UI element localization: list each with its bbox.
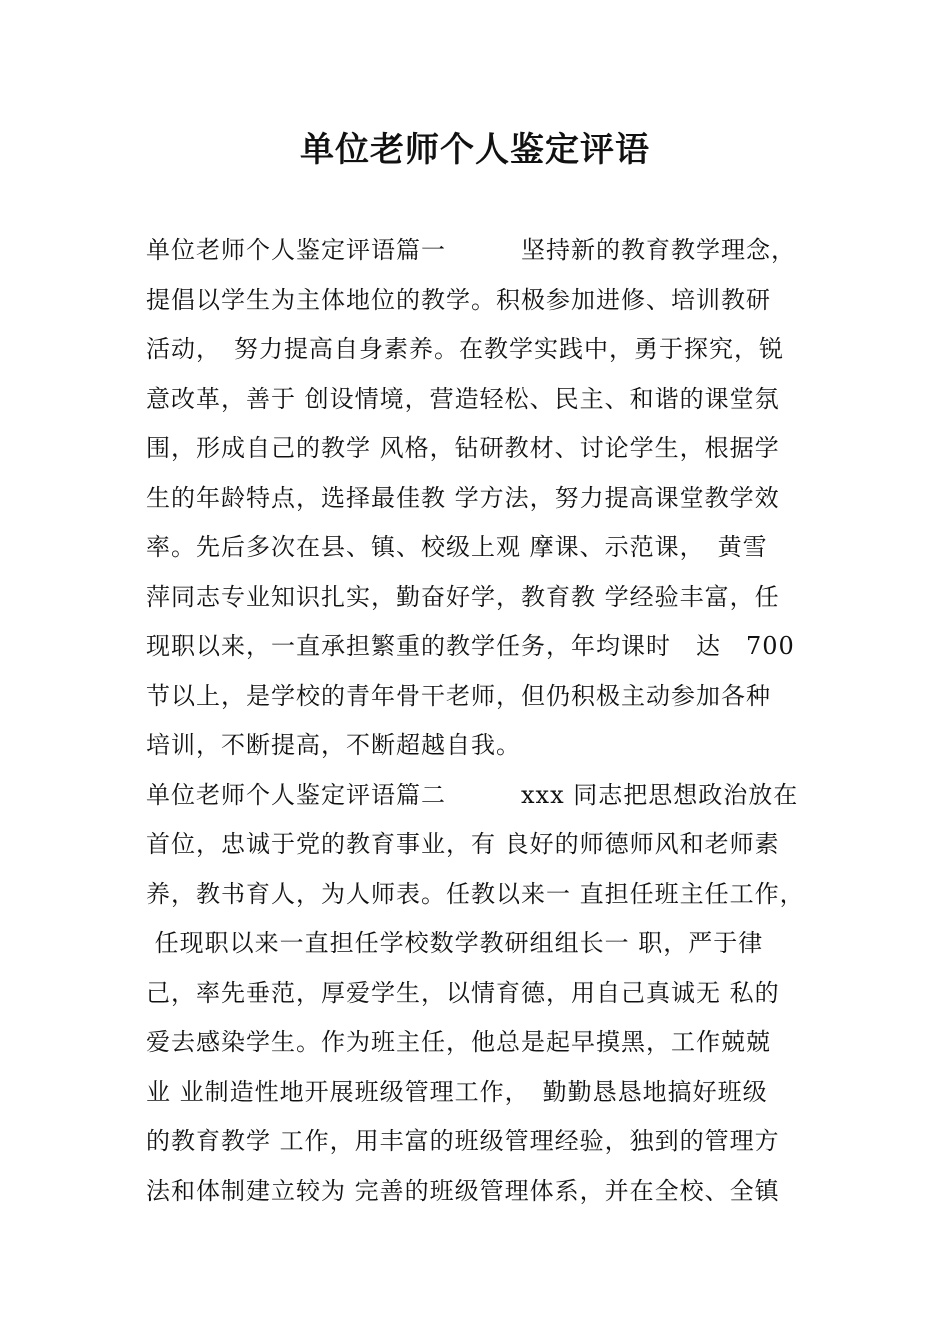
- text-line: 任现职以来一直担任学校数学教研组组长一 职，严于律: [146, 929, 764, 957]
- text-line: 现职以来，一直承担繁重的教学任务，年均课时 达 700: [146, 632, 795, 660]
- text-line: 围，形成自己的教学 风格，钻研教材、讨论学生，根据学: [146, 434, 780, 462]
- text-line: 法和体制建立较为 完善的班级管理体系，并在全校、全镇: [146, 1176, 780, 1205]
- document-body: [146, 226, 826, 1216]
- text-line: 业 业制造性地开展班级管理工作， 勤勤恳恳地搞好班级: [146, 1077, 768, 1106]
- text-line: 的教育教学 工作，用丰富的班级管理经验，独到的管理方: [146, 1127, 780, 1155]
- text-line: 率。先后多次在县、镇、校级上观 摩课、示范课， 黄雪: [146, 533, 768, 561]
- text-line: 单位老师个人鉴定评语篇一 坚持新的教育教学理念，: [146, 236, 796, 264]
- text-line: 提倡以学生为主体地位的教学。积极参加进修、培训教研: [146, 285, 771, 314]
- text-line: 节以上，是学校的青年骨干老师，但仍积极主动参加各种: [146, 681, 771, 710]
- text-line: 培训，不断提高，不断超越自我。: [146, 731, 521, 759]
- text-line: 单位老师个人鉴定评语篇二 xxx 同志把思想政治放在: [146, 780, 799, 809]
- page-title: 单位老师个人鉴定评语: [300, 130, 650, 170]
- text-line: 首位，忠诚于党的教育事业，有 良好的师德师风和老师素: [146, 830, 780, 858]
- text-line: 萍同志专业知识扎实，勤奋好学，教育教 学经验丰富，任: [146, 582, 780, 611]
- text-line: 养，教书育人，为人师表。任教以来一 直担任班主任工作，: [146, 879, 805, 908]
- text-line: 己，率先垂范，厚爱学生，以情育德，用自己真诚无 私的: [146, 978, 780, 1007]
- text-line: 意改革，善于 创设情境，营造轻松、民主、和谐的课堂氛: [146, 384, 780, 413]
- text-line: 活动， 努力提高自身素养。在教学实践中，勇于探究，锐: [146, 335, 784, 363]
- text-line: 爱去感染学生。作为班主任，他总是起早摸黑，工作兢兢: [146, 1028, 771, 1056]
- text-line: 生的年龄特点，选择最佳教 学方法，努力提高课堂教学效: [146, 483, 780, 512]
